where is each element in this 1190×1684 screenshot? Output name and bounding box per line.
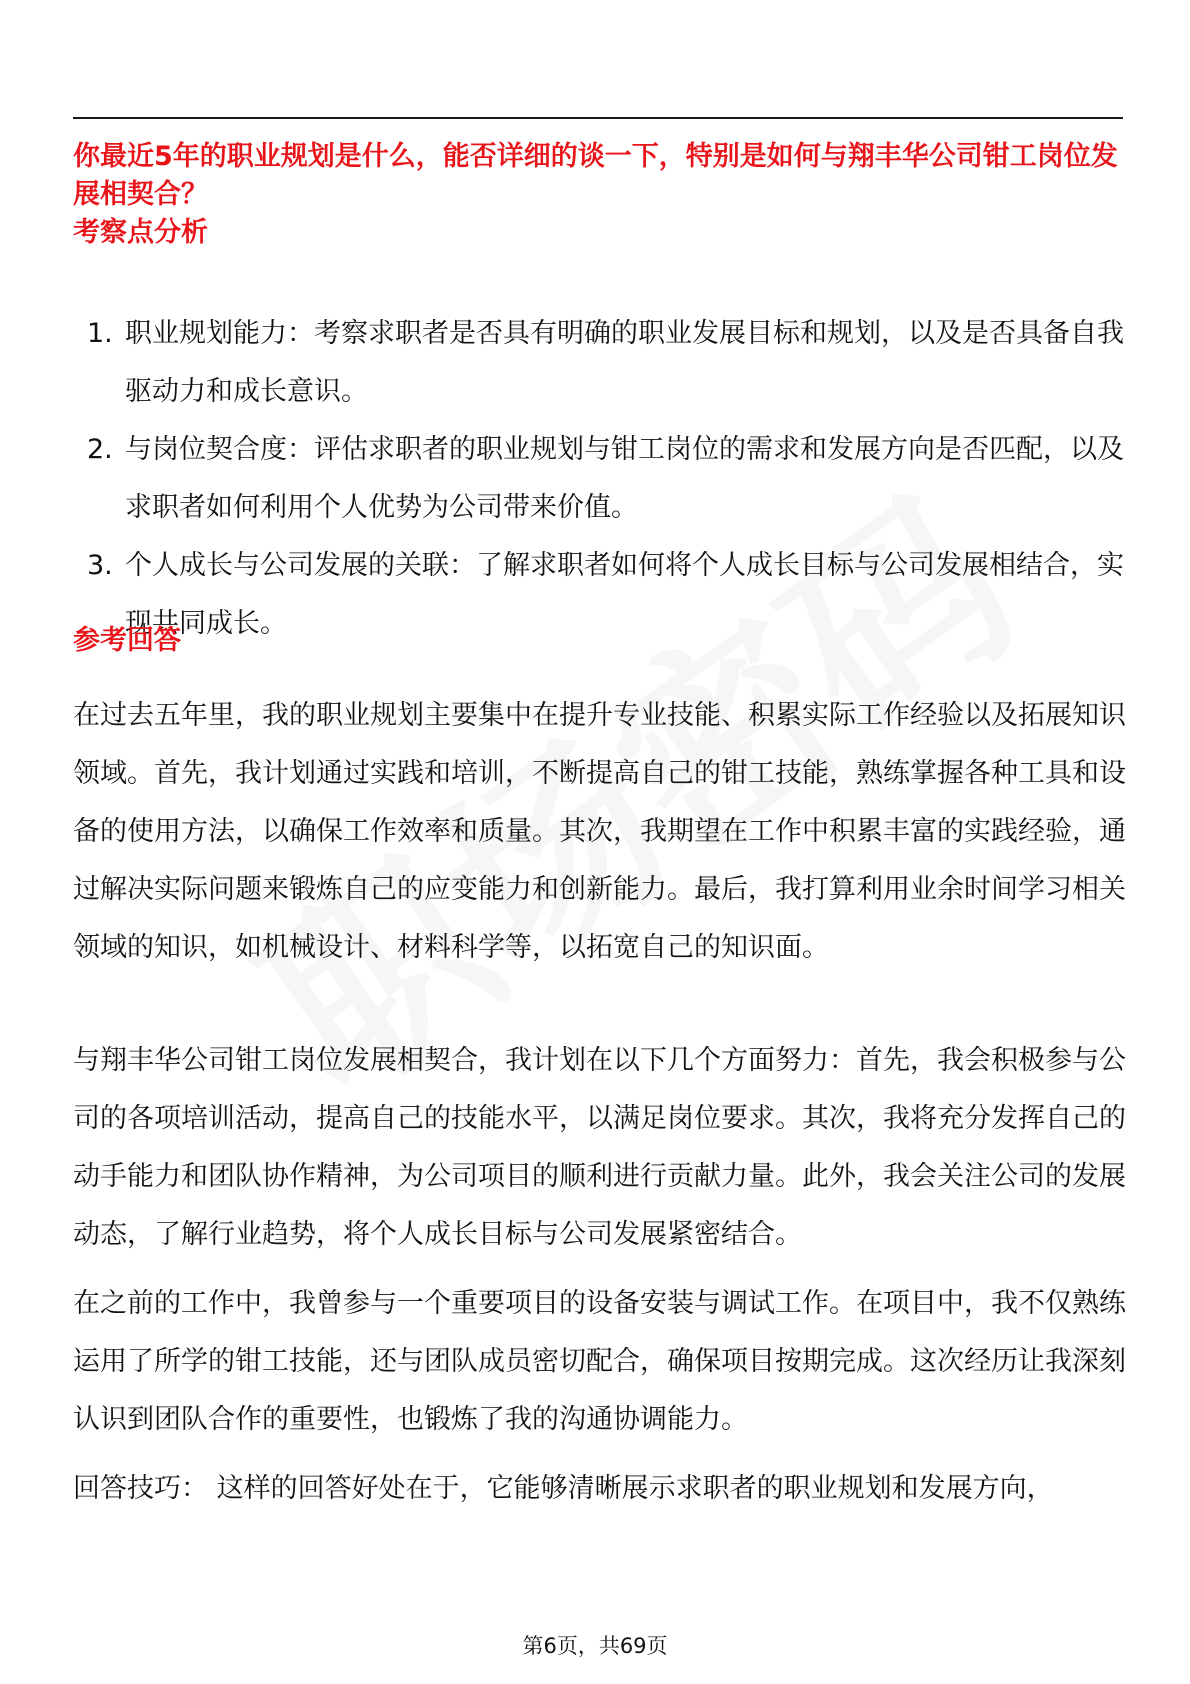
list-item [73,537,1133,653]
analysis-list [73,305,1133,653]
question-title: 你最近5年的职业规划是什么，能否详细的谈一下，特别是如何与翔丰华公司钳工岗位发展相契合？ [73,141,1118,210]
analysis-heading: 考察点分析 [73,217,208,248]
list-item [73,305,1133,421]
list-text: 与岗位契合度：评估求职者的职业规划与钳工岗位的需求和发展方向是否匹配，以及求职者如何利用个人优势为公司带来价值。 [125,434,1124,523]
top-divider [73,117,1123,119]
list-text: 个人成长与公司发展的关联：了解求职者如何将个人成长目标与公司发展相结合，实现共同成长。 [125,550,1124,639]
answer-paragraph: 与翔丰华公司钳工岗位发展相契合，我计划在以下几个方面努力：首先，我会积极参与公司的各项培训活动，提高自己的技能水平，以满足岗位要求。其次，我将充分发挥自己的动手能力和团队协作精神，为公司项目的顺利进行贡献力量。此外，我会关注公司的发展动态，了解行业趋势，将个人成长目标与公司发展紧密结合。 [73,1045,1126,1250]
answer-tip: 回答技巧： 这样的回答好处在于，它能够清晰展示求职者的职业规划和发展方向， [73,1473,1054,1504]
list-item [73,421,1133,537]
list-number: 1. [87,318,113,349]
page-footer: 第6页，共69页 [522,1634,668,1658]
list-number: 2. [87,434,113,465]
answer-heading: 参考回答 [73,625,181,656]
list-text: 职业规划能力：考察求职者是否具有明确的职业发展目标和规划，以及是否具备自我驱动力和成长意识。 [125,318,1124,407]
answer-paragraph: 在之前的工作中，我曾参与一个重要项目的设备安装与调试工作。在项目中，我不仅熟练运用了所学的钳工技能，还与团队成员密切配合，确保项目按期完成。这次经历让我深刻认识到团队合作的重要性，也锻炼了我的沟通协调能力。 [73,1288,1126,1435]
answer-paragraph: 在过去五年里，我的职业规划主要集中在提升专业技能、积累实际工作经验以及拓展知识领域。首先，我计划通过实践和培训，不断提高自己的钳工技能，熟练掌握各种工具和设备的使用方法，以确保工作效率和质量。其次，我期望在工作中积累丰富的实践经验，通过解决实际问题来锻炼自己的应变能力和创新能力。最后，我打算利用业余时间学习相关领域的知识，如机械设计、材料科学等，以拓宽自己的知识面。 [73,700,1126,963]
list-number: 3. [87,550,113,581]
